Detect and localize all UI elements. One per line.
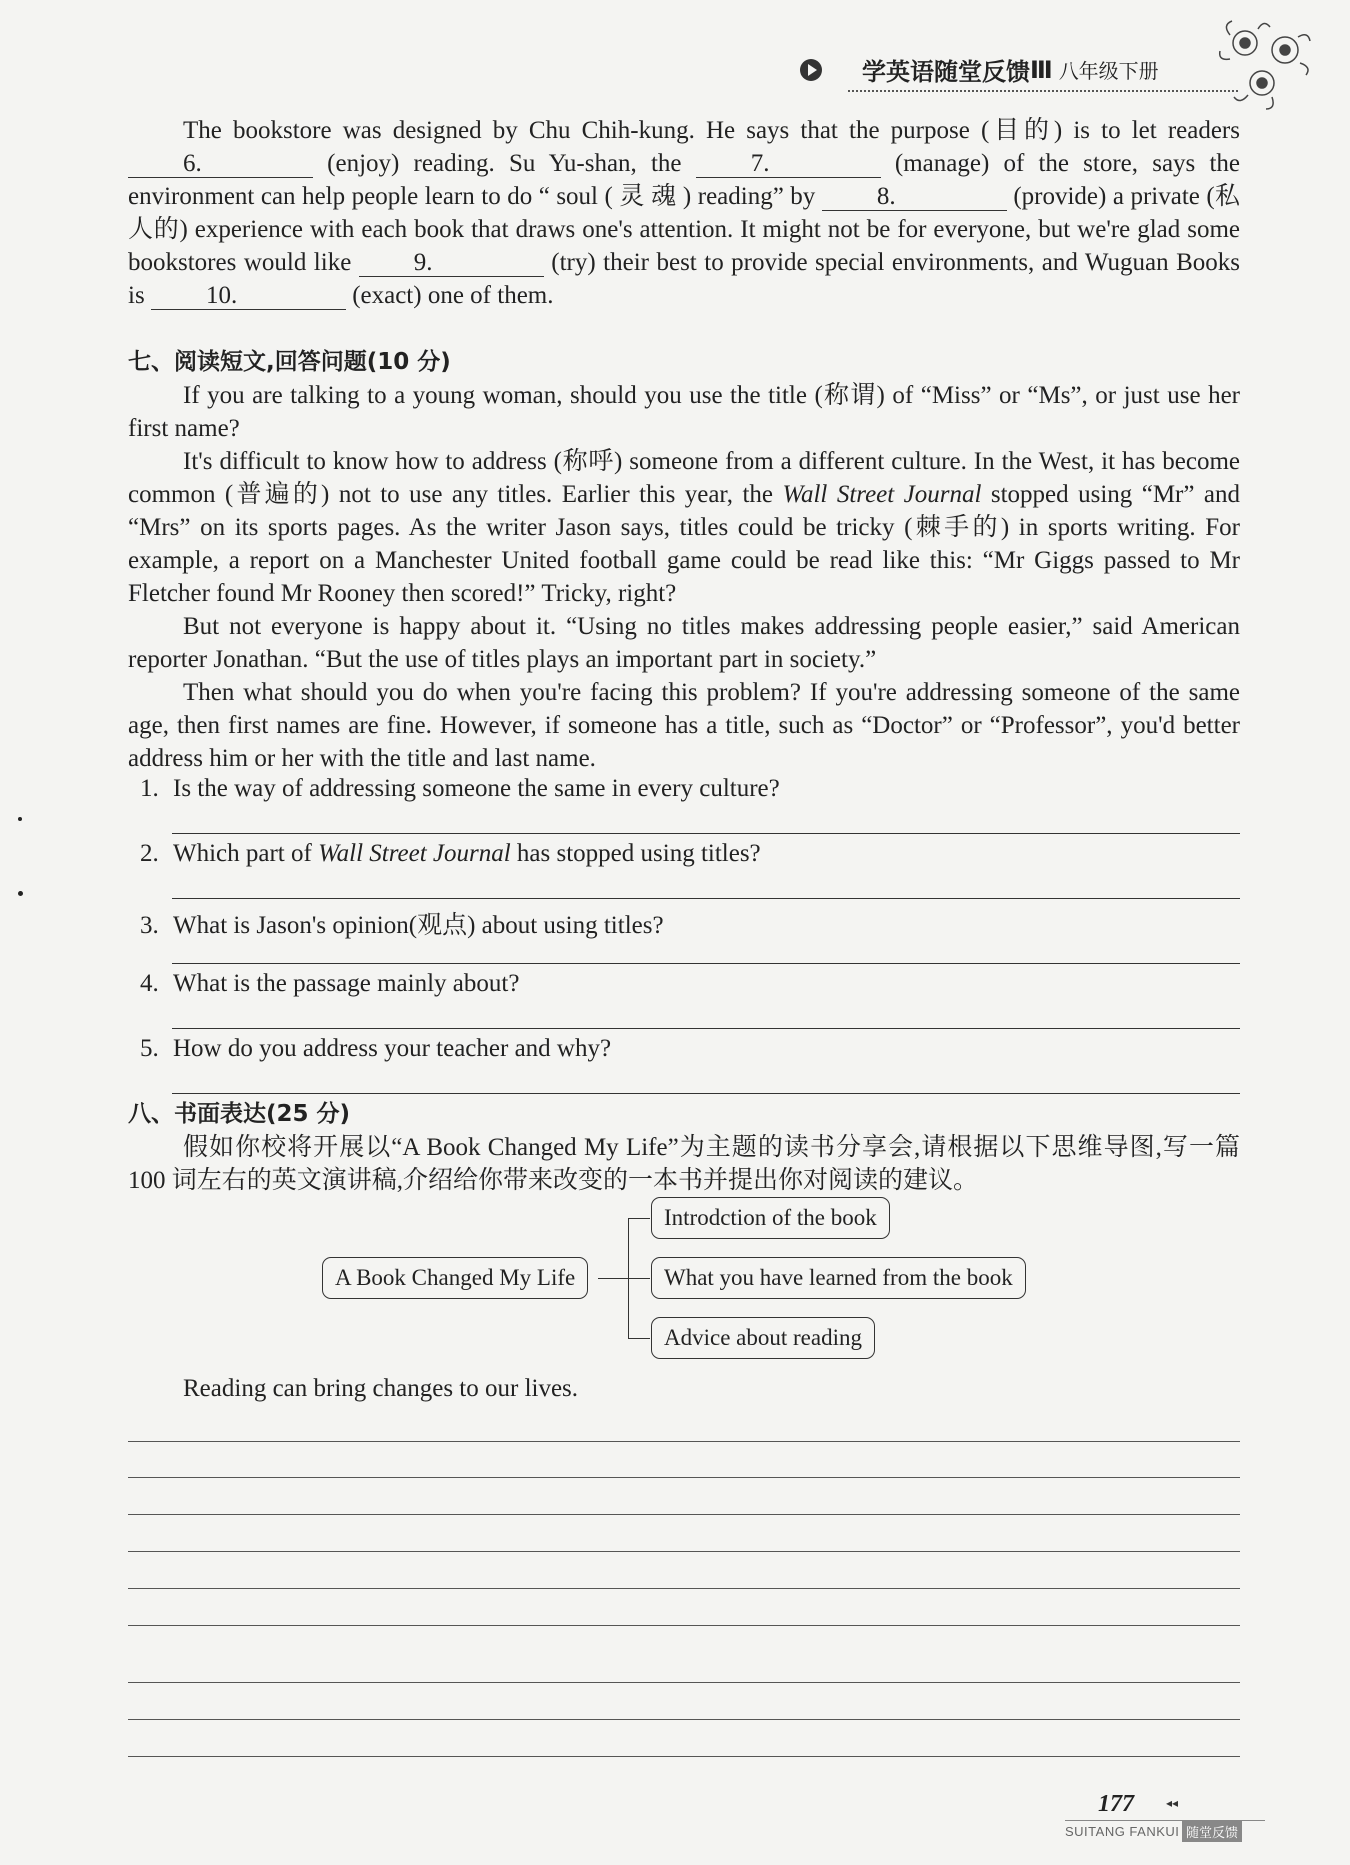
- footer-brand-en: SUITANG FANKUI: [1065, 1824, 1180, 1839]
- mindmap-branch-intro: Introdction of the book: [651, 1197, 890, 1239]
- paragraph-text: It's difficult to know how to address (称呼) someone from a different culture. In the West, it has become common (普遍的) not to use any titles. Earlier this year, the: [128, 448, 1240, 508]
- book-grade: 八年级下册: [1058, 59, 1159, 83]
- essay-starter: Reading can bring changes to our lives.: [183, 1375, 579, 1402]
- question-number: 5.: [140, 1035, 159, 1062]
- essay-starter-wrap: [128, 1372, 1240, 1405]
- writing-line[interactable]: [128, 1514, 1240, 1515]
- question-1: [140, 775, 780, 803]
- writing-prompt: 假如你校将开展以“A Book Changed My Life”为主题的读书分享会,请根据以下思维导图,写一篇 100 词左右的英文演讲稿,介绍给你带来改变的一本书并提出你对阅读的建议。: [128, 1134, 1240, 1194]
- cloze-text: (manage) of the store, says the environment can help people learn to do “ soul ( 灵 魂 ) reading” by: [128, 150, 1240, 210]
- question-text: What is Jason's opinion(观点) about using titles?: [173, 912, 664, 939]
- question-5: [140, 1035, 611, 1063]
- writing-line[interactable]: [128, 1477, 1240, 1478]
- stray-mark: [18, 891, 23, 896]
- section-7-heading: 七、阅读短文,回答问题(10 分): [128, 349, 451, 375]
- book-title: 学英语随堂反馈: [862, 58, 1030, 86]
- writing-line[interactable]: [128, 1719, 1240, 1720]
- question-3: [140, 905, 664, 941]
- answer-line-5[interactable]: [172, 1093, 1240, 1094]
- mindmap-connector: [628, 1338, 650, 1339]
- reading-paragraph: Then what should you do when you're facing this problem? If you're addressing someone of the same age, then first names are fine. However, if someone has a title, such as “Doctor” or “Professor”, you'd better address him or her with the title and last name.: [128, 679, 1240, 772]
- question-number: 4.: [140, 970, 159, 997]
- cloze-text: (enjoy) reading. Su Yu-shan, the: [313, 150, 696, 177]
- question-number: 3.: [140, 912, 159, 939]
- writing-line[interactable]: [128, 1625, 1240, 1626]
- footer-brand-cn: 随堂反馈: [1182, 1821, 1242, 1842]
- answer-line-1[interactable]: [172, 833, 1240, 834]
- flower-decoration-icon: [1210, 15, 1320, 115]
- journal-name: Wall Street Journal: [782, 481, 982, 508]
- writing-line[interactable]: [128, 1682, 1240, 1683]
- writing-line[interactable]: [128, 1441, 1240, 1442]
- blank-8[interactable]: 8.: [822, 184, 1007, 211]
- question-number: 2.: [140, 840, 159, 867]
- answer-line-3[interactable]: [172, 963, 1240, 964]
- reading-section: [128, 346, 1240, 775]
- cloze-passage: [128, 114, 1240, 312]
- paragraph-text: stopped using “Mr” and “Mrs” on its sports pages. As the writer Jason says, titles could be tricky (棘手的) in sports writing. For example, a report on a Manchester United football game could be read like this: “Mr Giggs passed to Mr Fletcher found Mr Rooney then scored!” Tricky, right?: [128, 481, 1241, 607]
- question-text: What is the passage mainly about?: [173, 970, 520, 997]
- mindmap-center: A Book Changed My Life: [322, 1257, 588, 1299]
- section-8-heading: 八、书面表达(25 分): [128, 1101, 351, 1127]
- stray-mark: [18, 817, 22, 821]
- page-header: [800, 52, 1159, 87]
- arrows-icon: ◂◂: [1166, 1796, 1179, 1810]
- question-4: [140, 970, 519, 998]
- question-text: has stopped using titles?: [510, 840, 761, 867]
- header-divider: [848, 90, 1238, 92]
- blank-6[interactable]: 6.: [128, 151, 313, 178]
- cloze-text: The bookstore was designed by Chu Chih-kung. He says that the purpose (目的) is to let readers: [183, 117, 1240, 144]
- question-2: [140, 840, 761, 868]
- question-number: 1.: [140, 775, 159, 802]
- question-text: How do you address your teacher and why?: [173, 1035, 612, 1062]
- cloze-text: (exact) one of them.: [345, 282, 554, 309]
- reading-paragraph: But not everyone is happy about it. “Using no titles makes addressing people easier,” said American reporter Jonathan. “But the use of titles plays an important part in society.”: [128, 613, 1240, 673]
- mindmap-connector: [628, 1278, 650, 1279]
- writing-line[interactable]: [128, 1588, 1240, 1589]
- journal-name: Wall Street Journal: [318, 840, 511, 867]
- writing-section: [128, 1098, 1240, 1197]
- writing-line[interactable]: [128, 1551, 1240, 1552]
- page-number: 177: [1098, 1791, 1134, 1817]
- book-volume: Ⅲ: [1030, 55, 1053, 84]
- play-icon: [800, 59, 822, 81]
- cloze-text: (try) their best to provide special environments, and Wuguan Books is: [128, 249, 1240, 309]
- mindmap-connector: [628, 1218, 650, 1219]
- question-text: Is the way of addressing someone the same in every culture?: [173, 775, 780, 802]
- answer-line-2[interactable]: [172, 898, 1240, 899]
- cloze-text: (provide) a private (私人的) experience with each book that draws one's attention. It might not be for everyone, but we're glad some bookstores would like: [128, 183, 1240, 276]
- question-text: Which part of: [173, 840, 319, 867]
- reading-paragraph: If you are talking to a young woman, should you use the title (称谓) of “Miss” or “Ms”, or just use her first name?: [128, 382, 1240, 442]
- writing-line[interactable]: [128, 1756, 1240, 1757]
- mindmap-branch-advice: Advice about reading: [651, 1317, 875, 1359]
- blank-10[interactable]: 10.: [151, 283, 346, 310]
- answer-line-4[interactable]: [172, 1028, 1240, 1029]
- blank-7[interactable]: 7.: [696, 151, 881, 178]
- mindmap-connector: [598, 1278, 628, 1279]
- mindmap-branch-learned: What you have learned from the book: [651, 1257, 1026, 1299]
- blank-9[interactable]: 9.: [359, 250, 544, 277]
- reading-paragraph: [128, 445, 1240, 610]
